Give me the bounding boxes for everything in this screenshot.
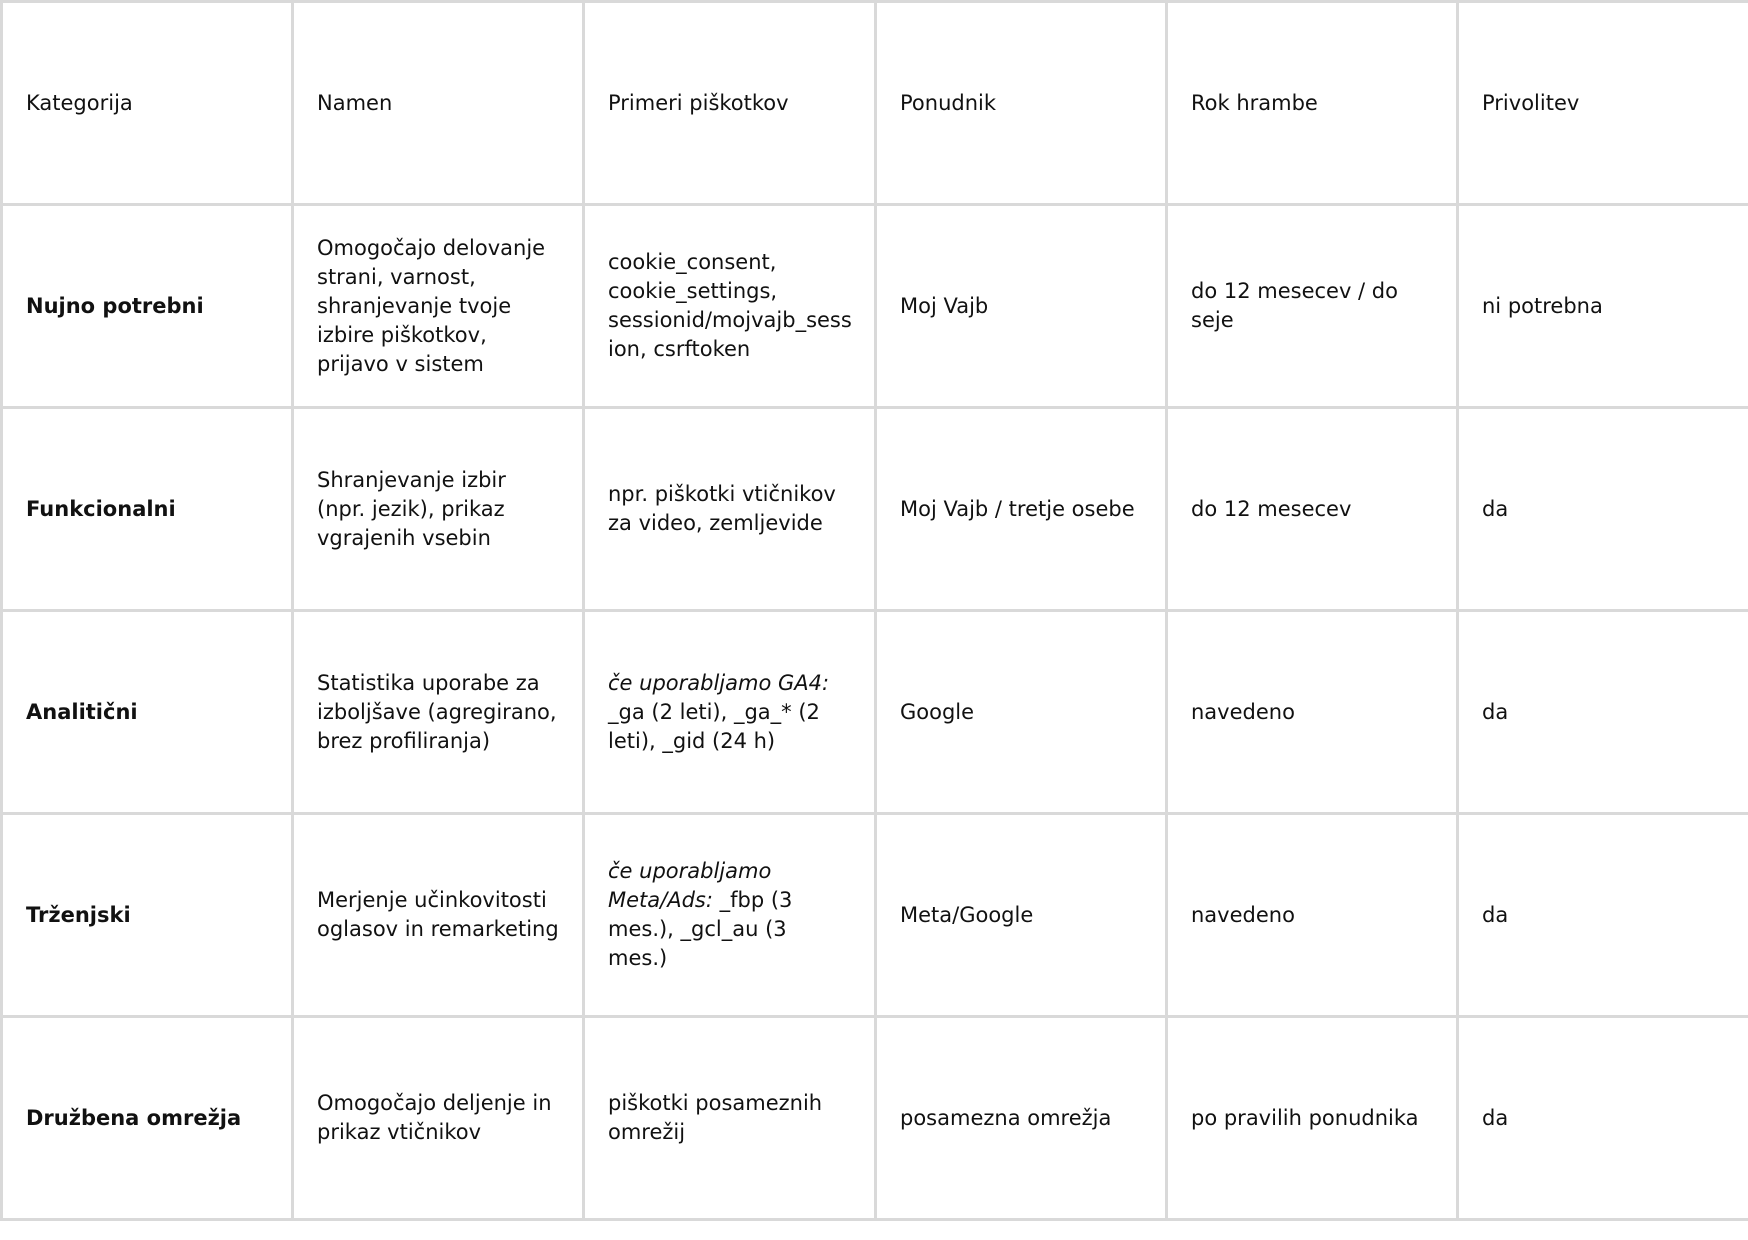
header-purpose: Namen (293, 2, 584, 205)
header-category: Kategorija (2, 2, 293, 205)
table-row (2, 1017, 1748, 1220)
row-retention: do 12 mesecev (1167, 408, 1458, 611)
header-examples: Primeri piškotkov (584, 2, 876, 205)
row-purpose: Shranjevanje izbir (npr. jezik), prikaz vgrajenih vsebin (293, 408, 584, 611)
header-consent: Privolitev (1458, 2, 1748, 205)
row-purpose: Merjenje učinkovitosti oglasov in remarketing (293, 814, 584, 1017)
row-consent: da (1458, 814, 1748, 1017)
row-examples (584, 408, 876, 611)
row-category: Nujno potrebni (2, 205, 293, 408)
examples-prefix: če uporabljamo Meta/Ads: (608, 859, 772, 912)
row-category: Družbena omrežja (2, 1017, 293, 1220)
examples-text: piškotki posameznih omrežij (608, 1091, 823, 1144)
row-consent: da (1458, 611, 1748, 814)
row-examples (584, 1017, 876, 1220)
table-row (2, 205, 1748, 408)
row-consent: ni potrebna (1458, 205, 1748, 408)
table-row (2, 408, 1748, 611)
row-retention: navedeno (1167, 814, 1458, 1017)
examples-text: npr. piškotki vtičnikov za video, zemljevide (608, 482, 836, 535)
row-provider: Moj Vajb (876, 205, 1167, 408)
row-examples (584, 611, 876, 814)
row-provider: posamezna omrežja (876, 1017, 1167, 1220)
header-retention: Rok hrambe (1167, 2, 1458, 205)
row-purpose: Statistika uporabe za izboljšave (agregirano, brez profiliranja) (293, 611, 584, 814)
row-purpose: Omogočajo delovanje strani, varnost, shranjevanje tvoje izbire piškotkov, prijavo v sistem (293, 205, 584, 408)
row-examples (584, 814, 876, 1017)
row-category: Analitični (2, 611, 293, 814)
row-category: Trženjski (2, 814, 293, 1017)
row-category: Funkcionalni (2, 408, 293, 611)
row-provider: Moj Vajb / tretje osebe (876, 408, 1167, 611)
row-consent: da (1458, 1017, 1748, 1220)
row-purpose: Omogočajo deljenje in prikaz vtičnikov (293, 1017, 584, 1220)
examples-text: cookie_consent, cookie_settings, sessionid/mojvajb_session, csrftoken (608, 250, 852, 361)
row-retention: po pravilih ponudnika (1167, 1017, 1458, 1220)
examples-text: _fbp (3 mes.), _gcl_au (3 mes.) (608, 888, 793, 970)
examples-prefix: če uporabljamo GA4: (608, 670, 830, 695)
row-retention: do 12 mesecev / do seje (1167, 205, 1458, 408)
row-consent: da (1458, 408, 1748, 611)
table-row (2, 611, 1748, 814)
row-provider: Meta/Google (876, 814, 1167, 1017)
examples-text: _ga (2 leti), _ga_* (2 leti), _gid (24 h) (608, 699, 820, 753)
row-retention: navedeno (1167, 611, 1458, 814)
header-row (2, 2, 1748, 205)
table-row (2, 814, 1748, 1017)
row-examples (584, 205, 876, 408)
row-provider: Google (876, 611, 1167, 814)
header-provider: Ponudnik (876, 2, 1167, 205)
